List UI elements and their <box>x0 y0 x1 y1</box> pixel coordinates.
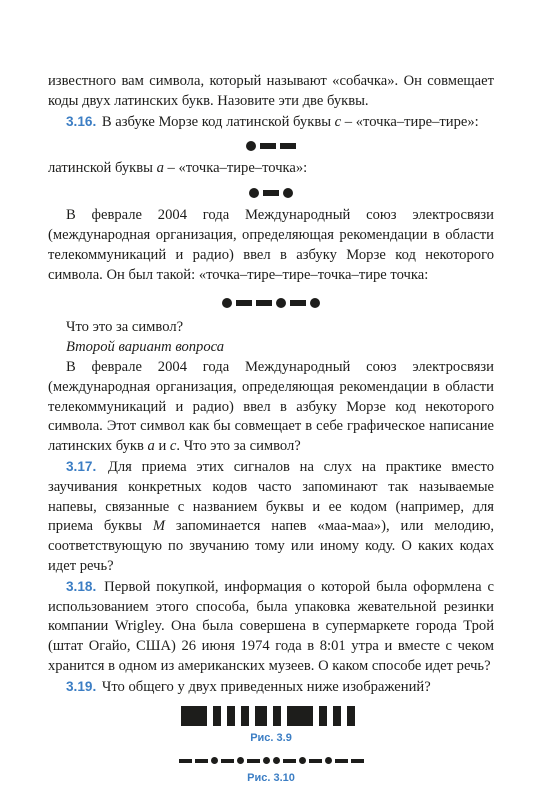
morse-dot <box>310 298 320 308</box>
morse-dot <box>276 298 286 308</box>
morse-code-c <box>48 135 494 157</box>
letter-a-line: латинской буквы а – «точка–тире–точка»: <box>48 160 308 177</box>
morse-dot <box>211 757 218 764</box>
feb-2004-paragraph: В феврале 2004 года Международный союз электросвязи (международная организация, определяющая рекомендации в области телекоммуникаций и радио) ввел в азбуку Морзе код некоторого символа. Он был такой: «точка–тире–тире–точка–тире точка: <box>48 207 494 283</box>
question-number: 3.17. <box>66 458 97 474</box>
figure-3-10-morse <box>48 752 494 770</box>
barcode-bar <box>287 706 313 726</box>
morse-dash <box>236 300 252 306</box>
barcode-bar <box>347 706 355 726</box>
morse-dash <box>263 190 279 196</box>
barcode-bar <box>241 706 249 726</box>
intro-paragraph: известного вам символа, который называют «собачка». Он совмещает коды двух латинских букв. Назовите эти две буквы. <box>48 73 494 109</box>
letter-m: М <box>152 518 165 535</box>
barcode-bar <box>319 706 327 726</box>
morse-dash <box>351 759 364 763</box>
question-3-19: 3.19. Что общего у двух приведенных ниже изображений? <box>66 678 431 695</box>
morse-dash <box>309 759 322 763</box>
morse-code-a <box>48 182 494 204</box>
question-number: 3.16. <box>66 113 97 129</box>
morse-dot <box>237 757 244 764</box>
morse-dash <box>260 143 276 149</box>
morse-dash <box>290 300 306 306</box>
variant-paragraph: В феврале 2004 года Международный союз электросвязи (международная организация, определяющая рекомендации в области телекоммуникаций и радио) ввел в азбуку Морзе код некоторого символа. Этот символ как бы совмещает в себе графическое написание латинских букв а и с. Что это за символ? <box>48 358 494 455</box>
barcode-bar <box>181 706 207 726</box>
question-3-18: 3.18. Первой покупкой, информация о которой была оформлена с использованием этого способа, была упаковка жевательной резинки компании Wrigley. Она была совершена в супермаркете города Трой (штат Огайо, США) 26 июня 1974 года в 8:01 утра и вместе с чеком хранится в одном из американских музеев. О каком способе идет речь? <box>48 578 494 674</box>
morse-dash <box>247 759 260 763</box>
morse-dot <box>263 757 270 764</box>
figure-3-9-barcode <box>48 706 494 730</box>
barcode-bar <box>213 706 221 726</box>
letter-c: с <box>334 113 342 130</box>
morse-dot <box>222 298 232 308</box>
morse-dot <box>246 141 256 151</box>
morse-dot <box>325 757 332 764</box>
morse-dash <box>283 759 296 763</box>
question-number: 3.18. <box>66 578 97 594</box>
figure-3-9-caption: Рис. 3.9 <box>250 731 292 744</box>
morse-dash <box>179 759 192 763</box>
morse-code-symbol <box>48 290 494 316</box>
question-3-17: 3.17. Для приема этих сигналов на слух на практике вместо заучивания конкретных кодов часто запоминают так называемые напевы, связанные с названием буквы и ее кодом (например, для приема буквы М запоминается напев «маа-маа»), или мелодию, соответствующую по звучанию тому или иному коду. О каких кодах идет речь? <box>48 458 494 574</box>
question-3-16: 3.16. В азбуке Морзе код латинской буквы с – «точка–тире–тире»: <box>66 113 479 130</box>
question-number: 3.19. <box>66 678 97 694</box>
barcode-bar <box>333 706 341 726</box>
page-content <box>48 72 494 784</box>
morse-dash <box>195 759 208 763</box>
figure-3-10-caption: Рис. 3.10 <box>247 771 295 784</box>
variant-title: Второй вариант вопроса <box>66 339 225 356</box>
barcode-bar <box>255 706 267 726</box>
morse-dot <box>283 188 293 198</box>
morse-dash <box>256 300 272 306</box>
letter-a: а <box>156 160 164 177</box>
morse-dot <box>299 757 306 764</box>
morse-dot <box>273 757 280 764</box>
morse-dash <box>280 143 296 149</box>
barcode-bar <box>273 706 281 726</box>
question-text: Что это за символ? <box>66 319 184 336</box>
barcode-bar <box>227 706 235 726</box>
morse-dot <box>249 188 259 198</box>
morse-dash <box>221 759 234 763</box>
morse-dash <box>335 759 348 763</box>
